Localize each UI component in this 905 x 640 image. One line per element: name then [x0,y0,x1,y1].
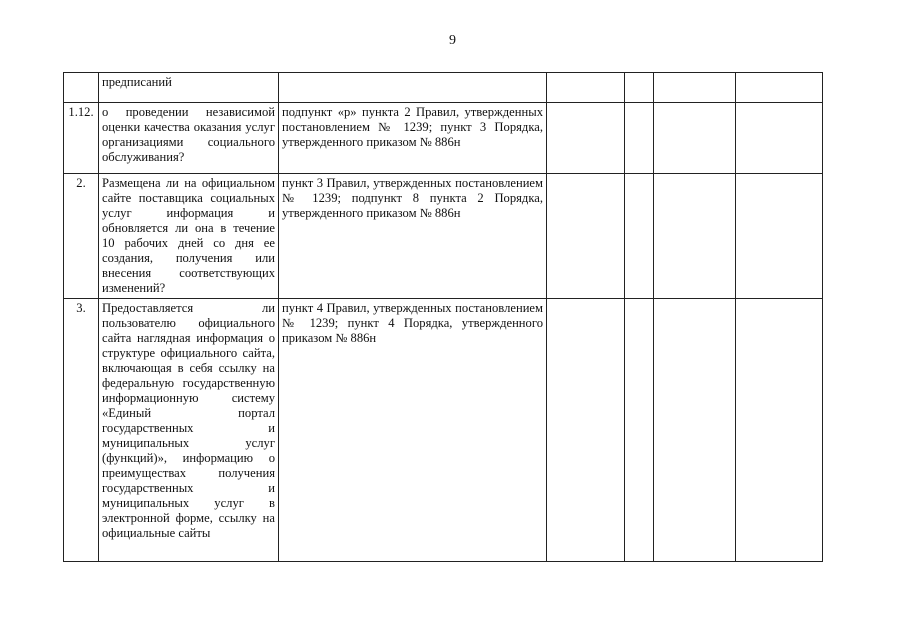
reference-cell: пункт 3 Правил, утвержденных постановлением № 1239; подпункт 8 пункта 2 Порядка, утвержденного приказом № 886н [279,174,547,299]
reference-cell [279,73,547,103]
answer-cell [736,73,823,103]
answer-cell [654,299,736,562]
answer-cell [654,174,736,299]
question-cell: о проведении независимой оценки качества оказания услуг организациями социального обслуживания? [99,103,279,174]
table-row [64,299,823,562]
question-cell: Предоставляется ли пользователю официального сайта наглядная информация о структуре официального сайта, включающая в себя ссылку на федеральную государственную информационную систему «Единый портал государственных и муниципальных услуг (функций)», информацию о преимуществах получения государственных и муниципальных услуг в электронной форме, ссылку на официальные сайты [99,299,279,562]
page-number: 9 [449,33,456,48]
answer-cell [625,299,654,562]
answer-cell [625,73,654,103]
answer-cell [547,174,625,299]
answer-cell [625,103,654,174]
answer-cell [547,103,625,174]
table-row [64,73,823,103]
answer-cell [736,103,823,174]
table-row [64,174,823,299]
answer-cell [654,103,736,174]
question-cell: предписаний [99,73,279,103]
answer-cell [547,73,625,103]
row-number: 3. [64,299,99,562]
reference-cell: подпункт «р» пункта 2 Правил, утвержденных постановлением № 1239; пункт 3 Порядка, утвержденного приказом № 886н [279,103,547,174]
answer-cell [625,174,654,299]
row-number [64,73,99,103]
table-row [64,103,823,174]
reference-cell: пункт 4 Правил, утвержденных постановлением № 1239; пункт 4 Порядка, утвержденного приказом № 886н [279,299,547,562]
answer-cell [547,299,625,562]
row-number: 1.12. [64,103,99,174]
question-cell: Размещена ли на официальном сайте поставщика социальных услуг информация и обновляется ли она в течение 10 рабочих дней со дня ее создания, получения или внесения соответствующих изменений? [99,174,279,299]
answer-cell [654,73,736,103]
answer-cell [736,299,823,562]
row-number: 2. [64,174,99,299]
checklist-table [63,72,823,562]
answer-cell [736,174,823,299]
